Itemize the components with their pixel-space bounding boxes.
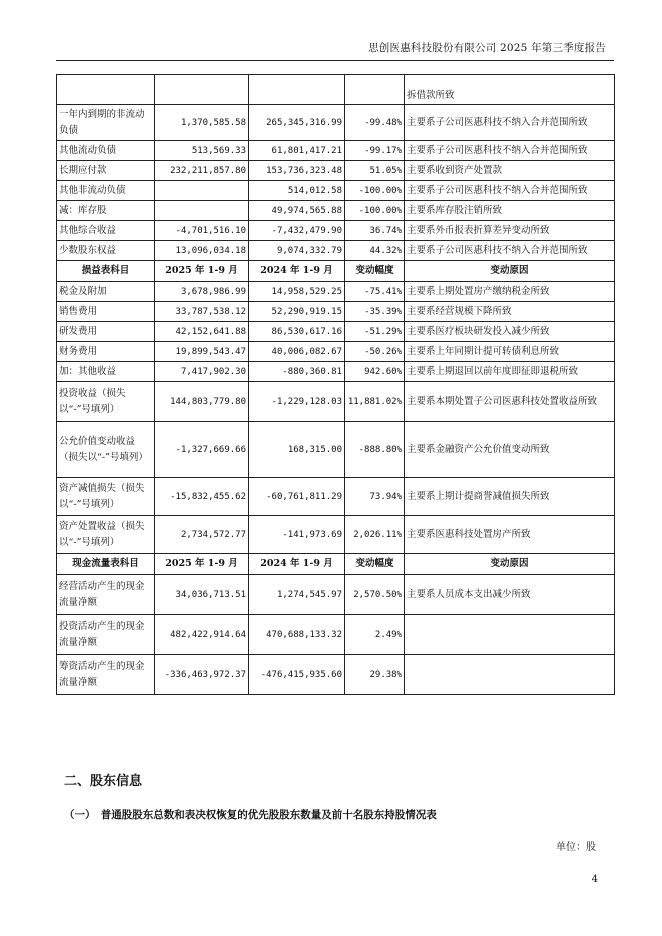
item-cell: 财务费用 — [57, 342, 155, 362]
reason-cell: 主要系子公司医惠科技不纳入合并范围所致 — [405, 105, 615, 141]
table-row — [57, 516, 615, 554]
change-cell: 51.05% — [345, 161, 405, 181]
table-row — [57, 161, 615, 181]
prior-cell: 86,530,617.16 — [249, 322, 345, 342]
current-cell: 2,734,572.77 — [155, 516, 249, 554]
current-cell: -15,832,455.62 — [155, 478, 249, 516]
table-row — [57, 362, 615, 382]
change-cell: 73.94% — [345, 478, 405, 516]
item-cell: 税金及附加 — [57, 282, 155, 302]
current-cell: 232,211,857.80 — [155, 161, 249, 181]
table-row — [57, 201, 615, 221]
change-cell: -51.29% — [345, 322, 405, 342]
reason-cell: 主要系外币报表折算差异变动所致 — [405, 221, 615, 241]
item-cell: 一年内到期的非流动负债 — [57, 105, 155, 141]
column-header: 2024 年 1-9 月 — [249, 261, 345, 282]
item-cell: 研发费用 — [57, 322, 155, 342]
table-row — [57, 141, 615, 161]
item-cell: 其他流动负债 — [57, 141, 155, 161]
prior-cell: 49,974,565.88 — [249, 201, 345, 221]
reason-cell — [405, 655, 615, 695]
column-header: 损益表科目 — [57, 261, 155, 282]
current-cell: 3,678,986.99 — [155, 282, 249, 302]
item-cell: 筹资活动产生的现金流量净额 — [57, 655, 155, 695]
change-cell: 2,026.11% — [345, 516, 405, 554]
current-cell — [155, 181, 249, 201]
reason-cell: 主要系本期处置子公司医惠科技处置收益所致 — [405, 382, 615, 422]
prior-cell: -141,973.69 — [249, 516, 345, 554]
prior-cell: 14,958,529.25 — [249, 282, 345, 302]
current-cell: 144,803,779.80 — [155, 382, 249, 422]
column-header: 2024 年 1-9 月 — [249, 554, 345, 575]
column-header: 现金流量表科目 — [57, 554, 155, 575]
item-cell: 资产处置收益（损失以“-”号填列） — [57, 516, 155, 554]
item-cell: 其他非流动负债 — [57, 181, 155, 201]
current-cell: 513,569.33 — [155, 141, 249, 161]
prior-cell: 1,274,545.97 — [249, 575, 345, 615]
table-row — [57, 221, 615, 241]
column-header: 变动原因 — [405, 554, 615, 575]
reason-cell: 主要系上年同期计提可转债利息所致 — [405, 342, 615, 362]
table-row — [57, 105, 615, 141]
item-cell: 经营活动产生的现金流量净额 — [57, 575, 155, 615]
item-cell: 投资收益（损失以“-”号填列） — [57, 382, 155, 422]
change-cell: 36.74% — [345, 221, 405, 241]
current-cell: -336,463,972.37 — [155, 655, 249, 695]
current-cell: 13,096,034.18 — [155, 241, 249, 261]
prior-cell: 168,315.00 — [249, 422, 345, 478]
table-row — [57, 342, 615, 362]
column-header: 变动原因 — [405, 261, 615, 282]
prior-cell: 52,290,919.15 — [249, 302, 345, 322]
change-cell: -99.48% — [345, 105, 405, 141]
reason-cell: 拆借款所致 — [405, 75, 615, 105]
reason-cell: 主要系子公司医惠科技不纳入合并范围所致 — [405, 241, 615, 261]
prior-cell: -60,761,811.29 — [249, 478, 345, 516]
reason-cell: 主要系医疗板块研发投入减少所致 — [405, 322, 615, 342]
table-row — [57, 382, 615, 422]
table-row — [57, 615, 615, 655]
change-cell: 2.49% — [345, 615, 405, 655]
change-cell: -888.80% — [345, 422, 405, 478]
item-cell: 减：库存股 — [57, 201, 155, 221]
change-cell: -75.41% — [345, 282, 405, 302]
prior-cell: 265,345,316.99 — [249, 105, 345, 141]
reason-cell: 主要系子公司医惠科技不纳入合并范围所致 — [405, 141, 615, 161]
change-cell: 11,881.02% — [345, 382, 405, 422]
reason-cell: 主要系库存股注销所致 — [405, 201, 615, 221]
table-row — [57, 575, 615, 615]
column-header: 2025 年 1-9 月 — [155, 554, 249, 575]
table-row — [57, 75, 615, 105]
column-header: 2025 年 1-9 月 — [155, 261, 249, 282]
change-cell: -50.26% — [345, 342, 405, 362]
current-cell: -1,327,669.66 — [155, 422, 249, 478]
table-row — [57, 655, 615, 695]
reason-cell: 主要系金融资产公允价值变动所致 — [405, 422, 615, 478]
prior-cell: 514,012.58 — [249, 181, 345, 201]
reason-cell: 主要系子公司医惠科技不纳入合并范围所致 — [405, 181, 615, 201]
current-cell: 19,899,543.47 — [155, 342, 249, 362]
table-row — [57, 478, 615, 516]
prior-cell — [249, 75, 345, 105]
prior-cell: 61,801,417.21 — [249, 141, 345, 161]
change-cell: -100.00% — [345, 201, 405, 221]
current-cell: 33,787,538.12 — [155, 302, 249, 322]
subsection-title: （一） 普通股股东总数和表决权恢复的优先股股东数量及前十名股东持股情况表 — [64, 809, 437, 821]
change-cell: 942.60% — [345, 362, 405, 382]
financial-change-table — [56, 74, 615, 695]
item-cell: 加：其他收益 — [57, 362, 155, 382]
current-cell: 42,152,641.88 — [155, 322, 249, 342]
report-header-title: 思创医惠科技股份有限公司 2025 年第三季度报告 — [368, 42, 606, 54]
current-cell: 7,417,902.30 — [155, 362, 249, 382]
column-header: 变动幅度 — [345, 554, 405, 575]
current-cell — [155, 75, 249, 105]
reason-cell: 主要系医惠科技处置房产所致 — [405, 516, 615, 554]
reason-cell — [405, 615, 615, 655]
table-row — [57, 422, 615, 478]
prior-cell: -7,432,479.90 — [249, 221, 345, 241]
prior-cell: 153,736,323.48 — [249, 161, 345, 181]
item-cell — [57, 75, 155, 105]
prior-cell: 470,688,133.32 — [249, 615, 345, 655]
current-cell: 482,422,914.64 — [155, 615, 249, 655]
change-cell: 44.32% — [345, 241, 405, 261]
unit-label: 单位：股 — [556, 842, 596, 853]
prior-cell: -1,229,128.03 — [249, 382, 345, 422]
reason-cell: 主要系上期计提商誉减值损失所致 — [405, 478, 615, 516]
item-cell: 少数股东权益 — [57, 241, 155, 261]
prior-cell: -476,415,935.60 — [249, 655, 345, 695]
change-cell: 2,570.50% — [345, 575, 405, 615]
current-cell: 34,036,713.51 — [155, 575, 249, 615]
reason-cell: 主要系收到资产处置款 — [405, 161, 615, 181]
reason-cell: 主要系人员成本支出减少所致 — [405, 575, 615, 615]
prior-cell: 40,006,082.67 — [249, 342, 345, 362]
change-cell: 29.38% — [345, 655, 405, 695]
current-cell — [155, 201, 249, 221]
current-cell: -4,701,516.10 — [155, 221, 249, 241]
current-cell: 1,370,585.58 — [155, 105, 249, 141]
reason-cell: 主要系上期退回以前年度即征即退税所致 — [405, 362, 615, 382]
item-cell: 投资活动产生的现金流量净额 — [57, 615, 155, 655]
table-row — [57, 302, 615, 322]
item-cell: 公允价值变动收益（损失以“-”号填列） — [57, 422, 155, 478]
item-cell: 其他综合收益 — [57, 221, 155, 241]
change-cell — [345, 75, 405, 105]
reason-cell: 主要系经营规模下降所致 — [405, 302, 615, 322]
item-cell: 资产减值损失（损失以“-”号填列） — [57, 478, 155, 516]
page-number: 4 — [591, 874, 598, 885]
table-row — [57, 241, 615, 261]
table-row — [57, 282, 615, 302]
balance-section — [57, 75, 615, 261]
change-cell: -100.00% — [345, 181, 405, 201]
prior-cell: 9,074,332.79 — [249, 241, 345, 261]
table-row — [57, 322, 615, 342]
item-cell: 销售费用 — [57, 302, 155, 322]
section-title: 二、股东信息 — [64, 774, 143, 789]
change-cell: -35.39% — [345, 302, 405, 322]
income-section — [57, 261, 615, 554]
column-header: 变动幅度 — [345, 261, 405, 282]
cash-header-row — [57, 554, 615, 575]
table-row — [57, 181, 615, 201]
reason-cell: 主要系上期处置房产缴纳税金所致 — [405, 282, 615, 302]
change-cell: -99.17% — [345, 141, 405, 161]
header-rule — [56, 60, 614, 61]
prior-cell: -880,360.81 — [249, 362, 345, 382]
cash-flow-section — [57, 554, 615, 695]
item-cell: 长期应付款 — [57, 161, 155, 181]
income-header-row — [57, 261, 615, 282]
